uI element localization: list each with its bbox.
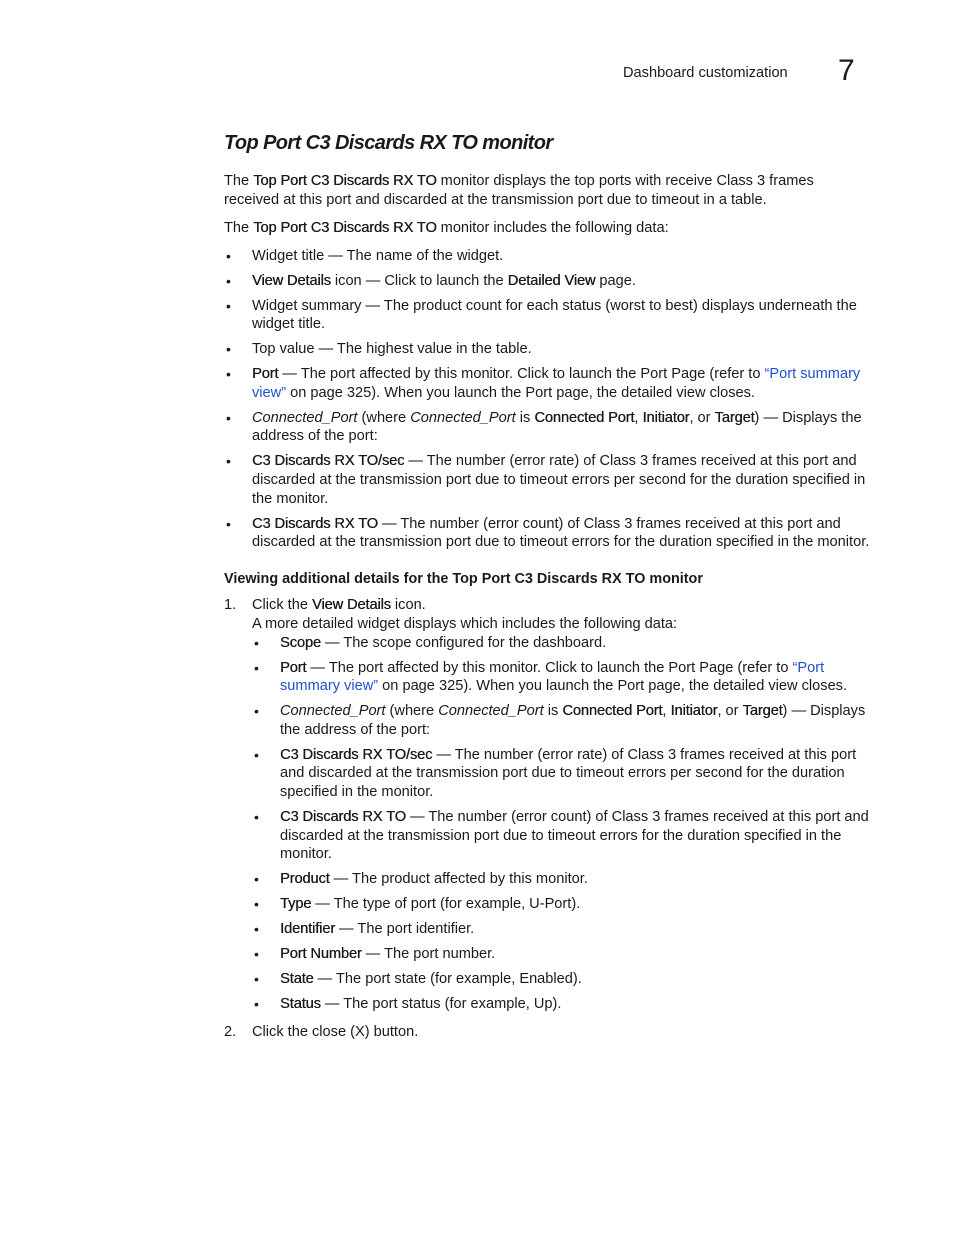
bullet-icon: •: [254, 746, 259, 763]
bullet-icon: •: [226, 247, 231, 264]
bullet-icon: •: [226, 272, 231, 289]
term: Scope: [280, 634, 321, 651]
monitor-name: Top Port C3 Discards RX TO: [253, 220, 437, 237]
intro-paragraph-2: [224, 219, 870, 238]
term: Port Number: [280, 946, 362, 963]
bullet-icon: •: [254, 871, 259, 888]
term: Target: [742, 703, 783, 720]
term: C3 Discards RX TO: [252, 515, 378, 532]
page-header-title: Dashboard customization: [623, 65, 788, 81]
bullet-icon: •: [226, 366, 231, 383]
term: Initiator: [642, 409, 690, 426]
step-text: [252, 596, 870, 615]
list-item: [252, 970, 870, 989]
port-summary-view-link[interactable]: “Port summary view”: [252, 366, 861, 401]
list-item: [252, 945, 870, 964]
text: Widget title — The name of the widget.: [252, 247, 504, 264]
term: View Details: [252, 272, 331, 289]
term: Port: [280, 659, 307, 676]
text: The: [224, 173, 254, 189]
list-item: [224, 340, 870, 359]
main-content: [224, 172, 870, 1041]
text: — The product affected by this monitor.: [329, 871, 588, 888]
text: ,: [662, 703, 671, 720]
variable: Connected_Port: [438, 703, 544, 720]
list-item: [224, 272, 870, 291]
bullet-icon: •: [226, 453, 231, 470]
text: — The number (error count) of Class 3 frames received at this port and discarded at the transmission port due to timeout errors for the duration specified in the monitor.: [252, 515, 870, 551]
text: on page 325). When you launch the Port page, the detailed view closes.: [378, 678, 848, 695]
list-item: [252, 870, 870, 889]
text: (where: [385, 703, 439, 720]
bullet-icon: •: [254, 808, 259, 825]
variable: Connected_Port: [280, 703, 386, 720]
text: — The scope configured for the dashboard.: [320, 634, 607, 651]
text: — The number (error rate) of Class 3 frames received at this port and discarded at the transmission port due to timeout errors per second for the duration specified in the monitor.: [280, 746, 857, 800]
bullet-icon: •: [254, 996, 259, 1013]
text: — The port status (for example, Up).: [320, 996, 562, 1013]
term: Identifier: [280, 921, 335, 938]
bullet-icon: •: [226, 341, 231, 358]
list-item: [224, 297, 870, 334]
text: Click the: [252, 597, 313, 614]
term: Target: [714, 409, 755, 426]
bullet-icon: •: [254, 659, 259, 676]
list-item: [224, 409, 870, 446]
text: is: [515, 409, 535, 426]
text: — The port affected by this monitor. Click to launch the Port Page (refer to: [306, 659, 793, 676]
data-bullet-list: [224, 247, 870, 552]
term: C3 Discards RX TO: [280, 808, 406, 825]
step-text: Click the close (X) button.: [252, 1023, 419, 1040]
list-item: [252, 920, 870, 939]
term: Status: [280, 996, 321, 1013]
step-body: A more detailed widget displays which includes the following data:: [252, 616, 678, 633]
bullet-icon: •: [254, 971, 259, 988]
text: icon.: [390, 597, 426, 614]
term: Type: [280, 896, 312, 913]
list-item: [252, 995, 870, 1014]
step-number: 1.: [224, 597, 237, 614]
text: (where: [357, 409, 411, 426]
detail-bullet-list: [252, 634, 870, 1014]
step-1: [224, 596, 870, 1013]
text: icon — Click to launch the: [330, 272, 508, 289]
list-item: [224, 515, 870, 552]
port-summary-view-link[interactable]: “Port summary view”: [280, 659, 825, 695]
step-number: 2.: [224, 1023, 237, 1040]
list-item: [252, 659, 870, 696]
term: Initiator: [670, 703, 718, 720]
text: The: [224, 220, 254, 237]
text: Widget summary — The product count for each status (worst to best) displays underneath the widget title.: [252, 297, 857, 333]
term: Connected Port: [534, 409, 635, 426]
intro-paragraph-1: [224, 172, 870, 209]
bullet-icon: •: [226, 297, 231, 314]
bullet-icon: •: [254, 634, 259, 651]
text: , or: [689, 409, 715, 426]
bullet-icon: •: [254, 896, 259, 913]
list-item: [252, 634, 870, 653]
text: ) — Displays the address of the port:: [280, 703, 866, 738]
list-item: [252, 702, 870, 739]
text: monitor displays the top ports with receive Class 3 frames received at this port and discarded at the transmission port due to timeout in a table.: [224, 173, 814, 208]
bullet-icon: •: [254, 921, 259, 938]
text: is: [543, 703, 563, 720]
text: , or: [717, 703, 743, 720]
term: Detailed View: [507, 272, 596, 289]
monitor-name: Top Port C3 Discards RX TO: [253, 173, 437, 189]
text: on page 325). When you launch the Port page, the detailed view closes.: [286, 384, 755, 401]
text: — The number (error count) of Class 3 frames received at this port and discarded at the transmission port due to timeout errors for the duration specified in the monitor.: [280, 808, 869, 863]
bullet-icon: •: [254, 946, 259, 963]
term: Port: [252, 366, 279, 383]
variable: Connected_Port: [252, 409, 358, 426]
text: monitor includes the following data:: [436, 220, 669, 237]
term: Product: [280, 871, 330, 888]
bullet-icon: •: [254, 703, 259, 720]
term: C3 Discards RX TO/sec: [280, 746, 433, 763]
text: ,: [634, 409, 643, 426]
list-item: [224, 247, 870, 266]
term: C3 Discards RX TO/sec: [252, 453, 405, 470]
procedure-heading: Viewing additional details for the Top Port C3 Discards RX TO monitor: [224, 570, 703, 587]
term: Connected Port: [562, 703, 663, 720]
bullet-icon: •: [226, 409, 231, 426]
section-title: Top Port C3 Discards RX TO monitor: [224, 132, 553, 154]
list-item: [252, 808, 870, 864]
text: — The port number.: [361, 946, 496, 963]
list-item: [252, 895, 870, 914]
text: — The port state (for example, Enabled).: [313, 971, 582, 988]
text: — The port affected by this monitor. Click to launch the Port Page (refer to: [278, 366, 765, 383]
text: — The number (error rate) of Class 3 frames received at this port and discarded at the transmission port due to timeout errors per second for the duration specified in the monitor.: [252, 453, 866, 507]
term: State: [280, 971, 314, 988]
text: ) — Displays the address of the port:: [252, 409, 862, 445]
text: Top value — The highest value in the table.: [252, 341, 532, 358]
text: — The type of port (for example, U-Port).: [311, 896, 581, 913]
term: View Details: [312, 597, 391, 614]
chapter-number: 7: [838, 54, 855, 87]
list-item: [224, 365, 870, 402]
bullet-icon: •: [226, 515, 231, 532]
list-item: [224, 452, 870, 508]
list-item: [252, 746, 870, 802]
variable: Connected_Port: [410, 409, 516, 426]
text: — The port identifier.: [334, 921, 475, 938]
step-2: [224, 1023, 870, 1042]
text: page.: [595, 272, 636, 289]
